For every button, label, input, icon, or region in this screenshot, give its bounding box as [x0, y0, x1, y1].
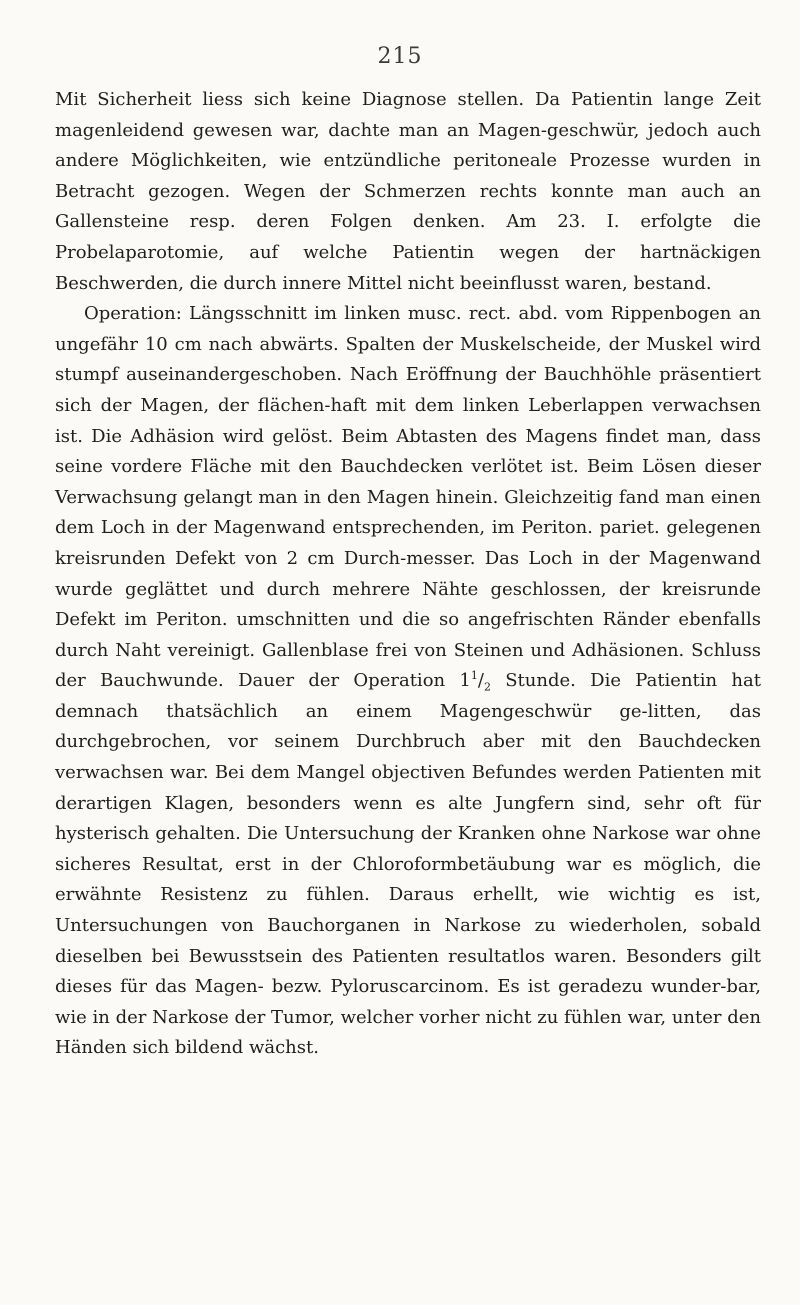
paragraph-operation [55, 299, 761, 1064]
fraction-whole: 1 [459, 670, 471, 692]
operation-text-part-1: Operation: Längsschnitt im linken musc. rect. abd. vom Rippenbogen an ungefähr 10 cm nach abwärts. Spalten der Muskelscheide, der Muskel wird stumpf auseinandergeschoben. Nach Eröffnung der Bauchhöhle präsentiert sich der Magen, der flächen-haft mit dem linken Leberlappen verwachsen ist. Die Adhäsion wird gelöst. Beim Abtasten des Magens findet man, dass seine vordere Fläche mit den Bauchdecken verlötet ist. Beim Lösen dieser Verwachsung gelangt man in den Magen hinein. Gleichzeitig fand man einen dem Loch in der Magenwand entsprechenden, im Periton. pariet. gelegenen kreisrunden Defekt von 2 cm Durch-messer. Das Loch in der Magenwand wurde geglättet und durch mehrere Nähte geschlossen, der kreisrunde Defekt im Periton. umschnitten und die so angefrischten Ränder ebenfalls durch Naht vereinigt. Gallenblase frei von Steinen und Adhäsionen. Schluss der Bauchwunde. Dauer der Operation [55, 303, 761, 692]
operation-text-part-2: Stunde. Die Patientin hat demnach thatsächlich an einem Magengeschwür ge-litten, das durchgebrochen, vor seinem Durchbruch aber mit den Bauchdecken verwachsen war. Bei dem Mangel objectiven Befundes werden Patienten mit derartigen Klagen, besonders wenn es alte Jungfern sind, sehr oft für hysterisch gehalten. Die Untersuchung der Kranken ohne Narkose war ohne sicheres Resultat, erst in der Chloroformbetäubung war es möglich, die erwähnte Resistenz zu fühlen. Daraus erhellt, wie wichtig es ist, Untersuchungen von Bauchorganen in Narkose zu wiederholen, sobald dieselben bei Bewusstsein des Patienten resultatlos waren. Besonders gilt dieses für das Magen- bezw. Pyloruscarcinom. Es ist geradezu wunder-bar, wie in der Narkose der Tumor, welcher vorher nicht zu fühlen war, unter den Händen sich bildend wächst. [55, 670, 761, 1059]
fraction-numerator: 1 [470, 669, 478, 683]
duration-fraction: $1^1/_2$ [459, 669, 491, 694]
fraction-denominator: 2 [483, 680, 491, 694]
page-number: 215 [377, 44, 423, 69]
body-text [55, 85, 761, 1064]
paragraph-diagnosis: Mit Sicherheit liess sich keine Diagnose stellen. Da Patientin lange Zeit magenleidend gewesen war, dachte man an Magen-geschwür, jedoch auch andere Möglichkeiten, wie entzündliche peritoneale Prozesse wurden in Betracht gezogen. Wegen der Schmerzen rechts konnte man auch an Gallensteine resp. deren Folgen denken. Am 23. I. erfolgte die Probelaparotomie, auf welche Patientin wegen der hartnäckigen Beschwerden, die durch innere Mittel nicht beeinflusst waren, bestand. [55, 89, 761, 294]
